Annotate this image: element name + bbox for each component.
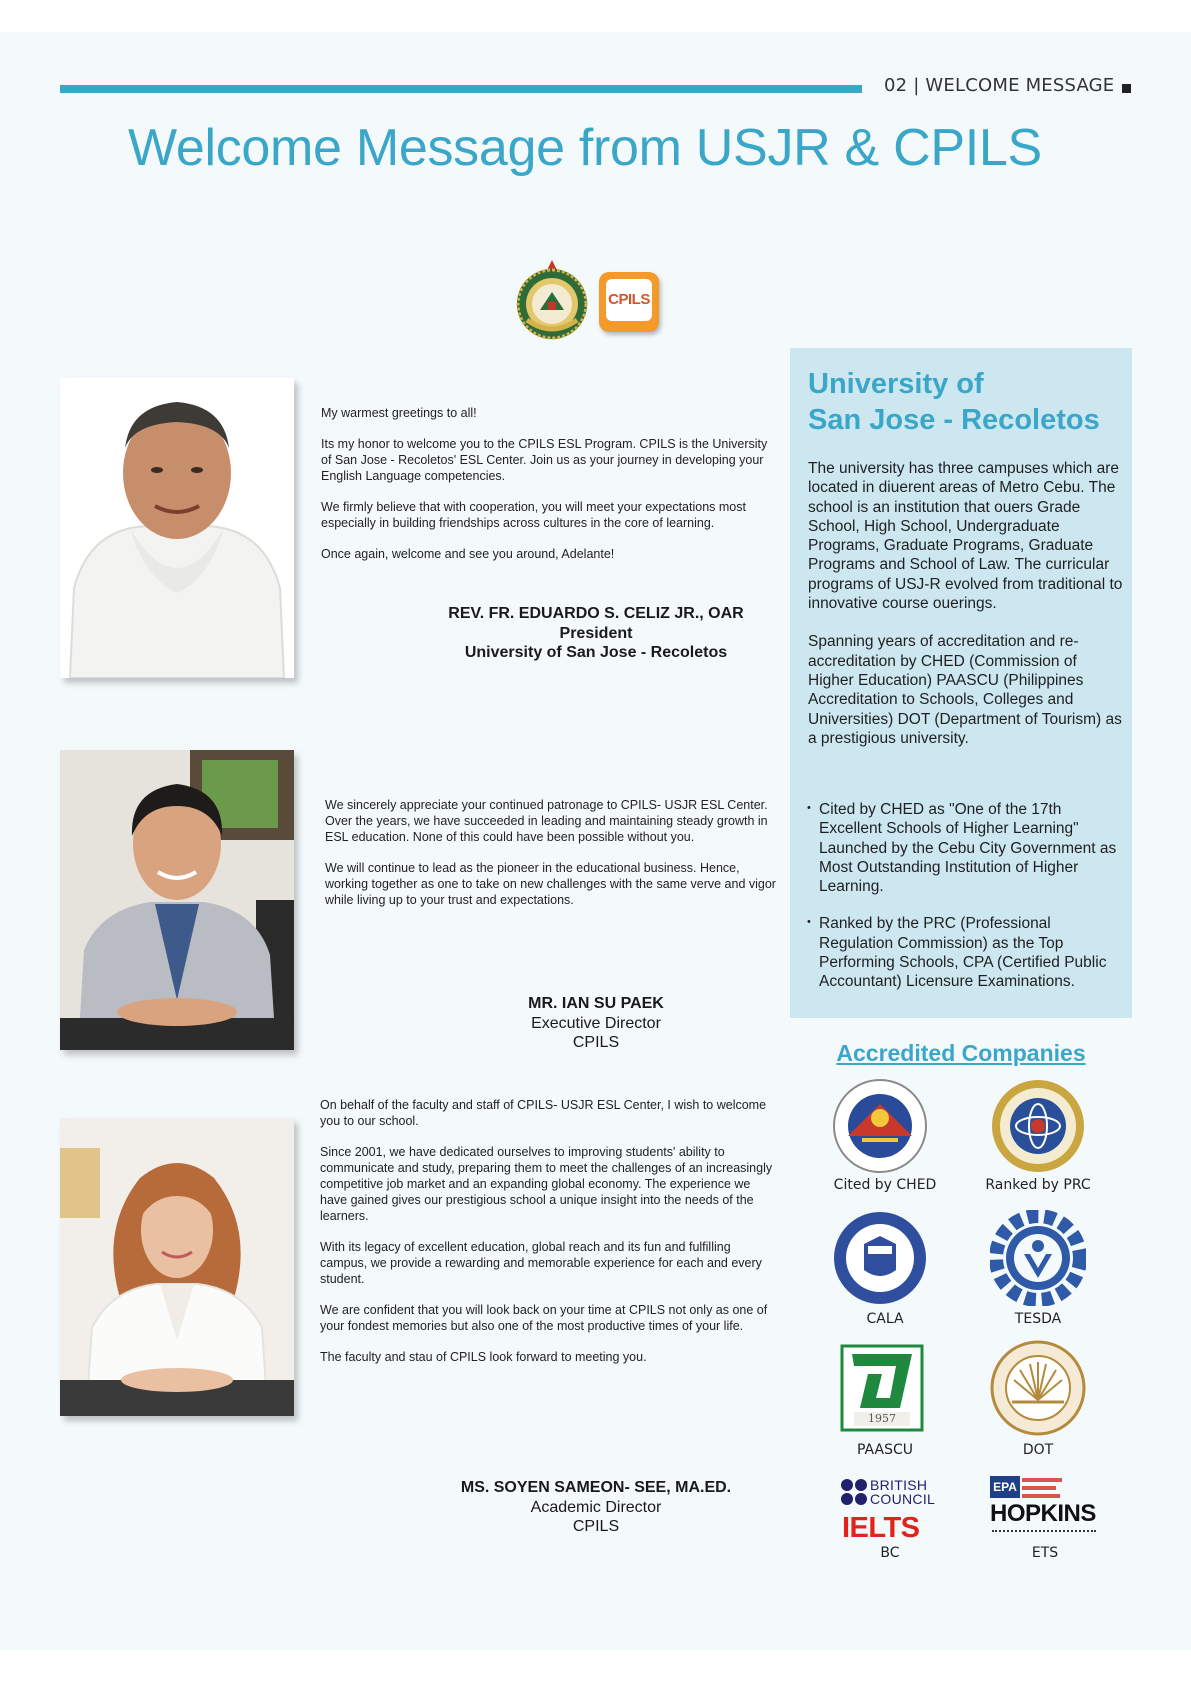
usjr-title-line: University of xyxy=(808,368,984,400)
achievement-item: • Cited by CHED as "One of the 17th Excellent Schools of Higher Learning" Launched by the Cebu City Government as Most Outstanding Institution of Higher Learning. xyxy=(808,800,1126,896)
executive-director-message xyxy=(325,797,780,923)
page-title: Welcome Message from USJR & CPILS xyxy=(128,119,1042,177)
academic-director-signature-block xyxy=(396,1478,796,1537)
message-paragraph: Since 2001, we have dedicated ourselves to improving students' ability to communicate and study, preparing them to meet the challenges of an increasingly competitive job market and an expanding global economy. The experience we have gained gives our prestigious school a unique insight into the needs of the learners. xyxy=(320,1145,773,1223)
ets-stripe xyxy=(1022,1494,1060,1498)
accreditation-caption: ETS xyxy=(1031,1545,1059,1561)
cala-seal-icon xyxy=(832,1210,928,1306)
signatory-role: Executive Director xyxy=(531,1014,661,1032)
signatory-organization: CPILS xyxy=(572,1034,620,1051)
usjr-achievements-list xyxy=(808,800,1126,1010)
president-signature-block xyxy=(396,604,796,663)
hopkins-wordmark: HOPKINS xyxy=(990,1500,1096,1527)
accreditation-caption: CALA xyxy=(866,1311,904,1327)
message-paragraph: We will continue to lead as the pioneer in the educational business. Hence, working together as one to take on new challenges with the same verve and vigor while living up to your trust and expectations. xyxy=(325,861,776,907)
usjr-title-line: San Jose - Recoletos xyxy=(808,404,1100,436)
signatory-name: REV. FR. EDUARDO S. CELIZ JR., OAR xyxy=(448,605,744,622)
epa-badge: EPA xyxy=(990,1476,1020,1498)
british-council-ielts-icon xyxy=(840,1476,950,1548)
accreditation-caption: Ranked by PRC xyxy=(985,1177,1091,1193)
accreditation-caption: PAASCU xyxy=(857,1442,913,1458)
ets-dotted-rule xyxy=(992,1530,1096,1533)
signatory-name: MR. IAN SU PAEK xyxy=(528,995,664,1012)
achievement-item: • Ranked by the PRC (Professional Regulation Commission) as the Top Performing Schools, CPA (Certified Public Accountant) Licensure Examinations. xyxy=(808,914,1126,991)
ets-stripe xyxy=(1022,1478,1062,1482)
message-paragraph: On behalf of the faculty and staff of CPILS- USJR ESL Center, I wish to welcome you to our school. xyxy=(320,1098,767,1128)
message-paragraph: We are confident that you will look back on your time at CPILS not only as one of your fondest memories but also one of the most productive times of your life. xyxy=(320,1303,768,1333)
cpils-logo-text: CPILS xyxy=(606,279,652,321)
usjr-info-panel xyxy=(790,348,1132,1018)
academic-director-message xyxy=(320,1097,775,1380)
message-paragraph: The faculty and stau of CPILS look forward to meeting you. xyxy=(320,1350,647,1364)
executive-director-signature-block xyxy=(396,994,796,1053)
tesda-gear-icon xyxy=(990,1210,1086,1306)
accreditation-caption: Cited by CHED xyxy=(833,1177,937,1193)
signatory-organization: CPILS xyxy=(572,1518,620,1535)
usjr-description xyxy=(808,459,1126,767)
paascu-year: 1957 xyxy=(868,1412,896,1425)
accreditation-caption: DOT xyxy=(1022,1442,1054,1458)
message-paragraph: My warmest greetings to all! xyxy=(321,406,477,420)
accredited-companies-heading: Accredited Companies xyxy=(836,1040,1086,1066)
paascu-logo-icon xyxy=(840,1344,924,1432)
signatory-name: MS. SOYEN SAMEON- SEE, MA.ED. xyxy=(460,1479,732,1496)
header-rule xyxy=(60,85,862,93)
ets-stripe xyxy=(1022,1486,1056,1490)
usjr-paragraph: Spanning years of accreditation and re-accreditation by CHED (Commission of Higher Education) PAASCU (Philippines Accreditation to Schools, Colleges and Universities) DOT (Department of Tourism) as a prestigious university. xyxy=(808,633,1122,747)
academic-director-photo xyxy=(60,1118,294,1416)
message-paragraph: With its legacy of excellent education, global reach and its fun and fulfilling campus, we provide a rewarding and memorable experience for each and every student. xyxy=(320,1240,762,1286)
dot-seal-icon xyxy=(990,1340,1086,1436)
page-section-label: 02 | WELCOME MESSAGE xyxy=(884,75,1115,96)
accreditation-caption: BC xyxy=(880,1545,900,1561)
ets-hopkins-icon xyxy=(990,1476,1100,1548)
cpils-logo-icon xyxy=(599,272,659,332)
executive-director-photo xyxy=(60,750,294,1050)
usjr-panel-title xyxy=(808,366,1100,438)
usjr-paragraph: The university has three campuses which are located in diuerent areas of Metro Cebu. The school is an institution that ouers Grade School, High School, Undergraduate Programs, Graduate Programs, Graduate Programs and School of Law. The curricular programs of USJ-R evolved from traditional to innovative course ouerings. xyxy=(808,460,1123,613)
british-council-line: BRITISH xyxy=(870,1477,928,1493)
prc-seal-icon xyxy=(990,1078,1086,1174)
usjr-seal-icon xyxy=(515,258,589,342)
british-council-text xyxy=(870,1478,935,1506)
president-photo xyxy=(60,378,294,678)
ched-seal-icon xyxy=(832,1078,928,1174)
signatory-role: Academic Director xyxy=(530,1498,662,1516)
message-paragraph: Its my honor to welcome you to the CPILS ESL Program. CPILS is the University of San Jose - Recoletos' ESL Center. Join us as your journey in developing your English Language competencies. xyxy=(321,437,768,483)
square-bullet-icon xyxy=(1122,84,1131,93)
message-paragraph: We sincerely appreciate your continued patronage to CPILS- USJR ESL Center. Over the years, we have succeeded in leading and maintaining steady growth in ESL education. None of this could have been possible without you. xyxy=(325,798,768,844)
signatory-organization: University of San Jose - Recoletos xyxy=(464,644,728,661)
ielts-wordmark: IELTS xyxy=(842,1512,920,1544)
signatory-role: President xyxy=(559,624,633,642)
british-council-line: COUNCIL xyxy=(870,1491,936,1507)
message-paragraph: We firmly believe that with cooperation, you will meet your expectations most especially in building friendships across cultures in the core of learning. xyxy=(321,500,746,530)
accreditation-caption: TESDA xyxy=(1014,1311,1062,1327)
message-paragraph: Once again, welcome and see you around, Adelante! xyxy=(321,547,615,561)
president-message xyxy=(321,405,776,577)
